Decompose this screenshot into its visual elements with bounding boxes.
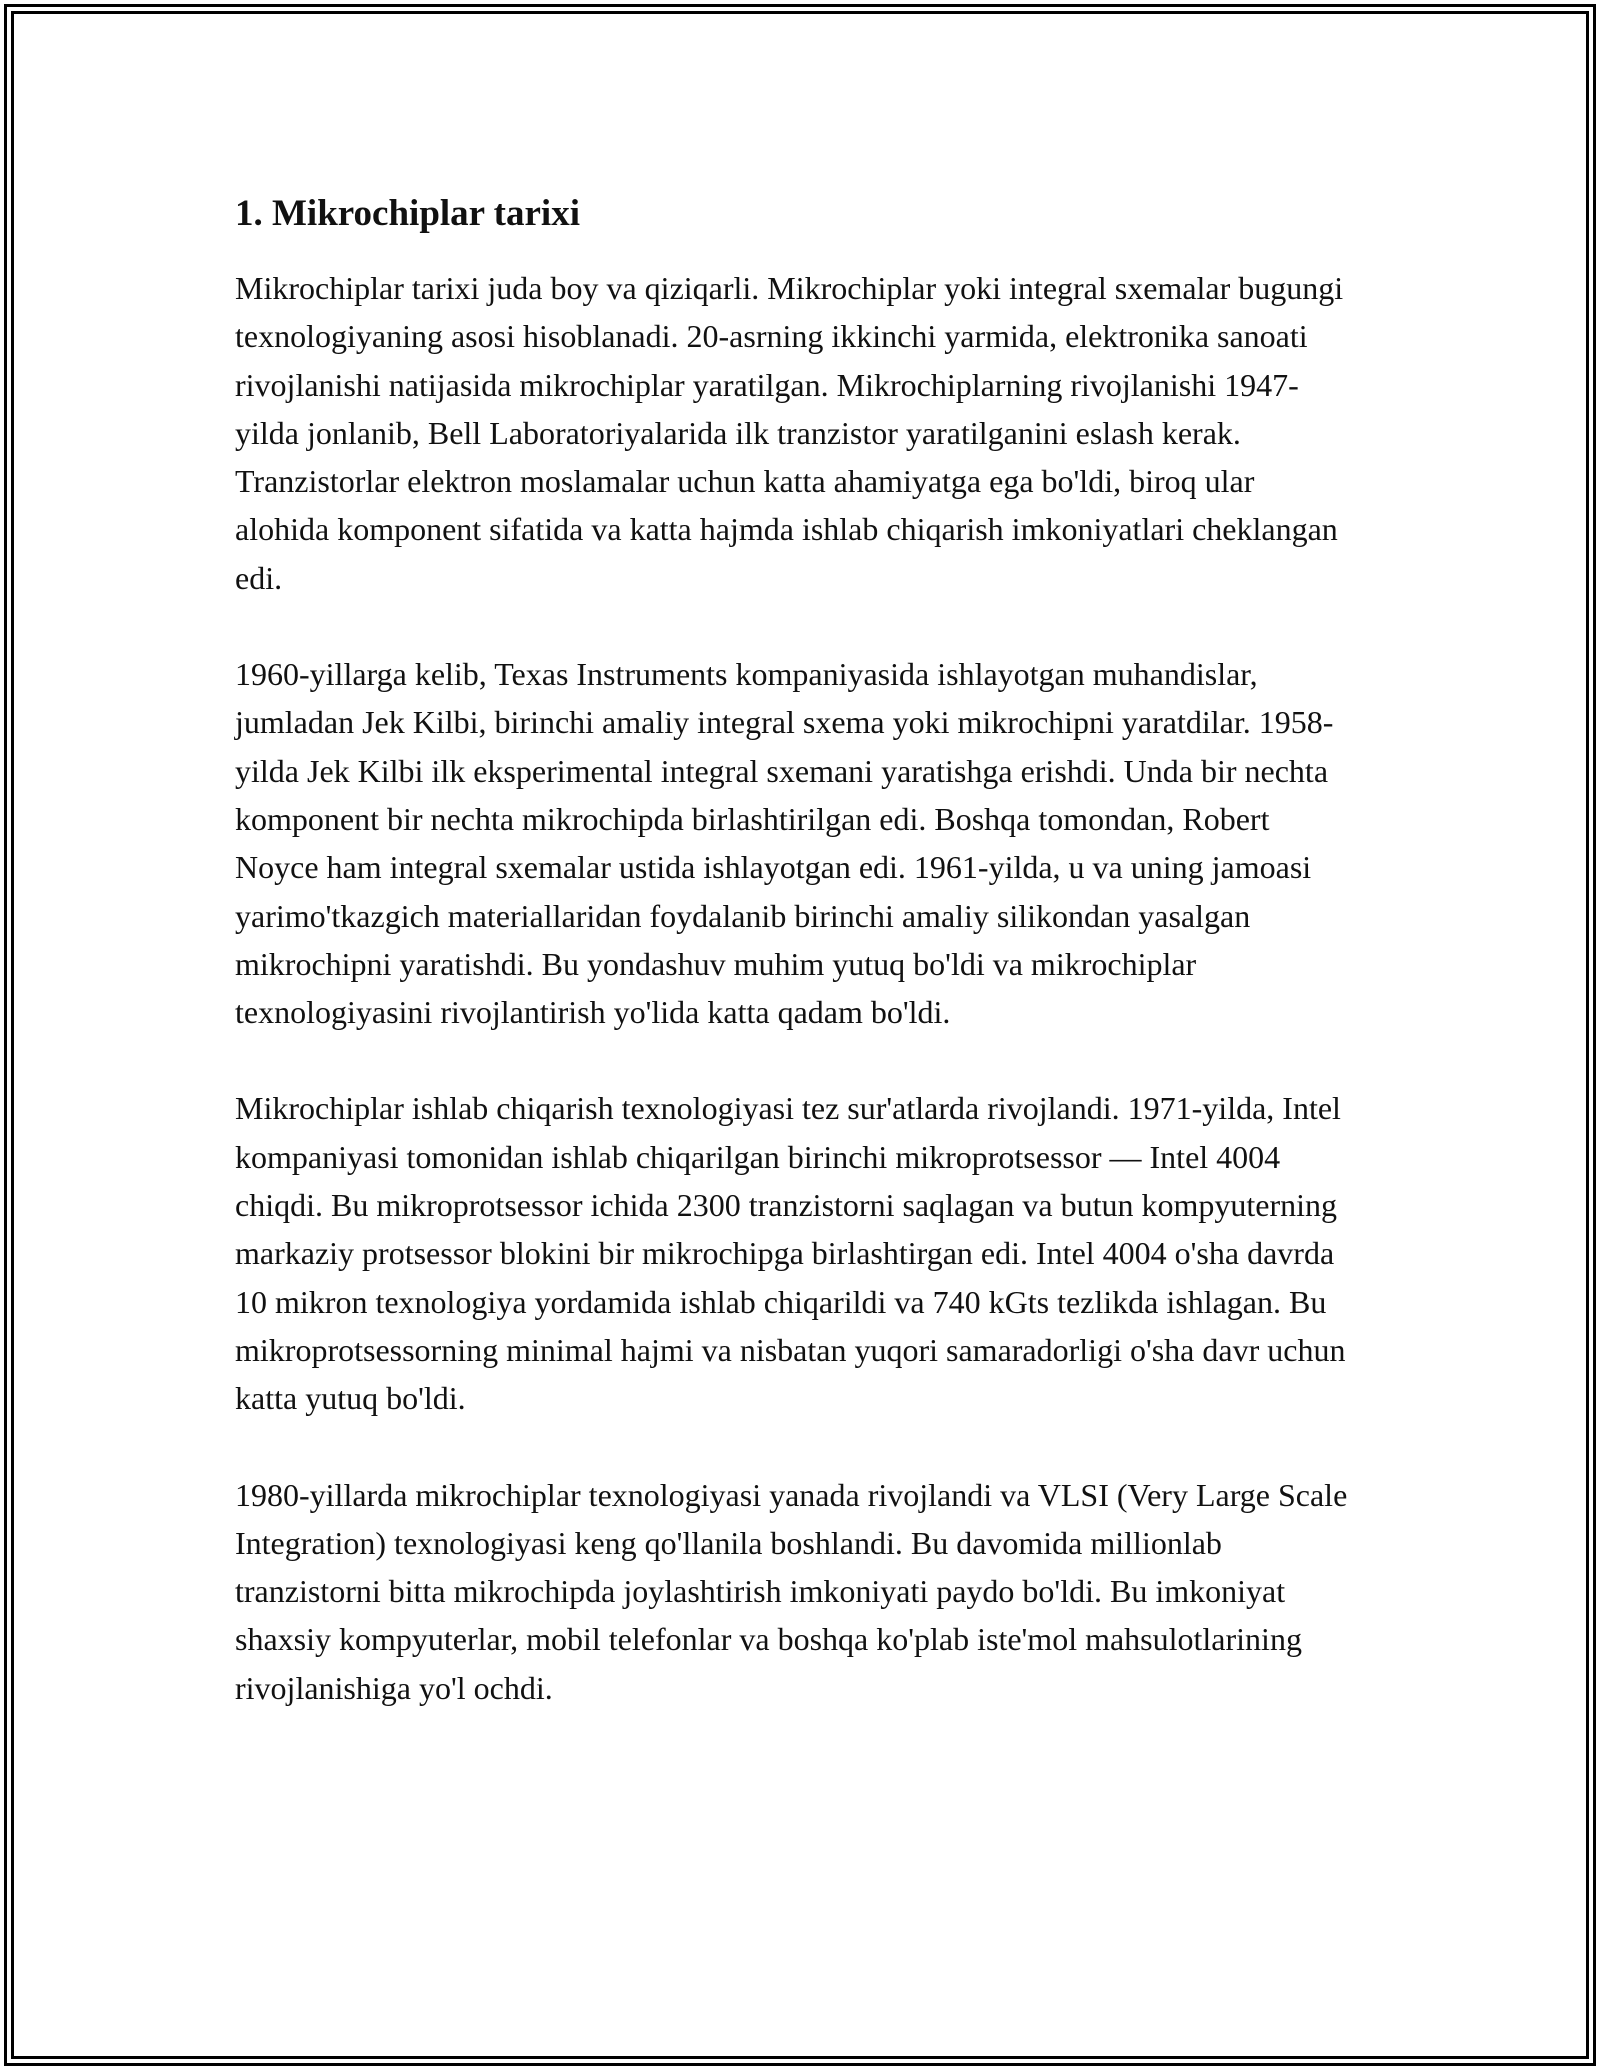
paragraph-4: 1980-yillarda mikrochiplar texnologiyasi yanada rivojlandi va VLSI (Very Large Scale Integration) texnologiyasi keng qo'llanila boshlandi. Bu davomida millionlab tranzistorni bitta mikrochipda joylashtirish imkoniyati paydo bo'ldi. Bu imkoniyat shaxsiy kompyuterlar, mobil telefonlar va boshqa ko'plab iste'mol mahsulotlarining rivojlanishiga yo'l ochdi. <box>235 1476 1348 1706</box>
paragraph-1: Mikrochiplar tarixi juda boy va qiziqarli. Mikrochiplar yoki integral sxemalar bugungi texnologiyaning asosi hisoblanadi. 20-asrning ikkinchi yarmida, elektronika sanoati rivojlanishi natijasida mikrochiplar yaratilgan. Mikrochiplarning rivojlanishi 1947-yilda jonlanib, Bell Laboratoriyalarida ilk tranzistor yaratilganini eslash kerak. Tranzistorlar elektron moslamalar uchun katta ahamiyatga ega bo'ldi, biroq ular alohida komponent sifatida va katta hajmda ishlab chiqarish imkoniyatlari cheklangan edi. <box>235 270 1344 596</box>
paragraph-2: 1960-yillarga kelib, Texas Instruments kompaniyasida ishlayotgan muhandislar, jumladan Jek Kilbi, birinchi amaliy integral sxema yoki mikrochipni yaratdilar. 1958-yilda Jek Kilbi ilk eksperimental integral sxemani yaratishga erishdi. Unda bir nechta komponent bir nechta mikrochipda birlashtirilgan edi. Boshqa tomondan, Robert Noyce ham integral sxemalar ustida ishlayotgan edi. 1961-yilda, u va uning jamoasi yarimo'tkazgich materiallaridan foydalanib birinchi amaliy silikondan yasalgan mikrochipni yaratishdi. Bu yondashuv muhim yutuq bo'ldi va mikrochiplar texnologiyasini rivojlantirish yo'lida katta qadam bo'ldi. <box>235 656 1334 1031</box>
paragraph-3: Mikrochiplar ishlab chiqarish texnologiyasi tez sur'atlarda rivojlandi. 1971-yilda, Intel kompaniyasi tomonidan ishlab chiqarilgan birinchi mikroprotsessor — Intel 4004 chiqdi. Bu mikroprotsessor ichida 2300 tranzistorni saqlagan va butun kompyuterning markaziy protsessor blokini bir mikrochipga birlashtirgan edi. Intel 4004 o'sha davrda 10 mikron texnologiya yordamida ishlab chiqarildi va 740 kGts tezlikda ishlagan. Bu mikroprotsessorning minimal hajmi va nisbatan yuqori samaradorligi o'sha davr uchun katta yutuq bo'ldi. <box>235 1090 1346 1417</box>
section-title: 1. Mikrochiplar tarixi <box>235 193 580 234</box>
document-body <box>235 186 1355 1760</box>
